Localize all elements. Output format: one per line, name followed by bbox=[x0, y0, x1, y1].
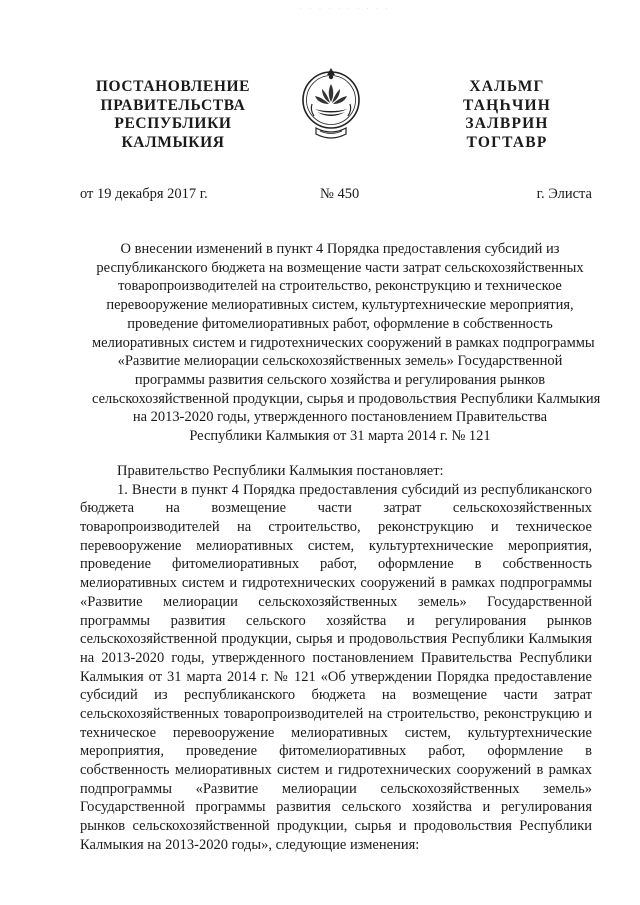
paragraph-line: сельскохозяйственных товаропроизводителей на строительство, реконструкцию и bbox=[80, 705, 592, 722]
resolution-paragraph-1 bbox=[80, 481, 592, 855]
header-left-line: ПОСТАНОВЛЕНИЕ bbox=[95, 78, 251, 95]
header-right-title bbox=[442, 78, 572, 152]
title-line: сельскохозяйственной продукции, сырья и продовольствия Республики Калмыкия bbox=[92, 390, 601, 407]
paragraph-line: субсидий из республиканского бюджета на возмещение части затрат bbox=[80, 687, 592, 704]
paragraph-line: «Развитие мелиорации сельскохозяйственных земель» Государственной bbox=[80, 593, 592, 610]
paragraph-line: бюджета на возмещение части затрат сельскохозяйственных bbox=[80, 500, 592, 517]
paragraph-line: рынков сельскохозяйственной продукции, сырья и продовольствия Республики bbox=[80, 818, 592, 835]
document-meta-line bbox=[80, 186, 592, 206]
header-right-line: ТОГТАВР bbox=[466, 133, 548, 151]
paragraph-line: Калмыкия на 2013-2020 годы», следующие изменения: bbox=[80, 836, 420, 853]
title-line: перевооружение мелиоративных систем, культуртехнические мероприятия, bbox=[106, 297, 574, 314]
paragraph-line: товаропроизводителей на строительство, реконструкцию и техническое bbox=[80, 519, 592, 536]
paragraph-line: программы развития сельского хозяйства и регулирования рынков bbox=[80, 612, 592, 629]
header-left-line: ПРАВИТЕЛЬСТВА bbox=[100, 96, 246, 114]
resolution-intro: Правительство Республики Калмыкия постановляет: bbox=[117, 463, 444, 479]
paragraph-line: проведение фитомелиоративных работ, оформление в собственность bbox=[80, 556, 592, 573]
title-line: мелиоративных систем и гидротехнических сооружений в рамках подпрограммы bbox=[92, 334, 595, 351]
paragraph-line: мероприятия, проведение фитомелиоративных работ, оформление в bbox=[80, 743, 592, 760]
paragraph-line: подпрограммы «Развитие мелиорации сельскохозяйственных земель» bbox=[80, 780, 592, 797]
document-title bbox=[92, 240, 601, 446]
document-number: № 450 bbox=[320, 186, 360, 202]
document-body bbox=[80, 462, 592, 854]
scan-marks: · · · · · · · · · · bbox=[300, 6, 391, 12]
paragraph-line: перевооружение мелиоративных систем, культуртехнические мероприятия, bbox=[80, 537, 592, 554]
title-line: «Развитие мелиорации сельскохозяйственных земель» Государственной bbox=[117, 353, 563, 370]
header-left-title bbox=[78, 78, 268, 152]
header-left-line: РЕСПУБЛИКИ bbox=[114, 115, 232, 132]
paragraph-line: на 2013-2020 годы, утвержденного постановлением Правительства Республики bbox=[80, 649, 592, 666]
title-line: О внесении изменений в пункт 4 Порядка предоставления субсидий из bbox=[120, 241, 560, 257]
header-right-line: ТАҢҺЧИН bbox=[462, 96, 552, 114]
title-line: товаропроизводителей на строительство, реконструкцию и техническое bbox=[118, 278, 562, 295]
title-line: на 2013-2020 годы, утвержденного постановлением Правительства bbox=[132, 409, 548, 426]
title-line: республиканского бюджета на возмещение части затрат сельскохозяйственных bbox=[96, 259, 584, 276]
paragraph-line: техническое перевооружение мелиоративных систем, культуртехнические bbox=[80, 724, 592, 741]
paragraph-line: Государственной программы развития сельского хозяйства и регулирования bbox=[80, 799, 592, 816]
title-line: проведение фитомелиоративных работ, оформление в собственность bbox=[127, 315, 553, 332]
paragraph-line: собственность мелиоративных систем и гидротехнических сооружений в рамках bbox=[80, 762, 592, 779]
paragraph-line: Калмыкия от 31 марта 2014 г. № 121 «Об утверждении Порядка предоставление bbox=[80, 668, 592, 685]
title-line: программы развития сельского хозяйства и регулирования рынков bbox=[134, 371, 546, 388]
header-right-line: ЗАЛВРИН bbox=[465, 115, 549, 132]
document-date: от 19 декабря 2017 г. bbox=[80, 186, 208, 202]
header-right-line: ХАЛЬМГ bbox=[469, 78, 545, 95]
paragraph-line: сельскохозяйственной продукции, сырья и продовольствия Республики Калмыкия bbox=[80, 631, 592, 648]
document-city: г. Элиста bbox=[536, 186, 592, 202]
title-line: Республики Калмыкия от 31 марта 2014 г. № 121 bbox=[189, 428, 491, 445]
kalmykia-coat-of-arms-icon bbox=[300, 62, 362, 146]
paragraph-line: 1. Внести в пункт 4 Порядка предоставления субсидий из республиканского bbox=[117, 481, 592, 498]
header-left-line: КАЛМЫКИЯ bbox=[121, 133, 225, 151]
paragraph-line: мелиоративных систем и гидротехнических сооружений в рамках подпрограммы bbox=[80, 575, 592, 592]
